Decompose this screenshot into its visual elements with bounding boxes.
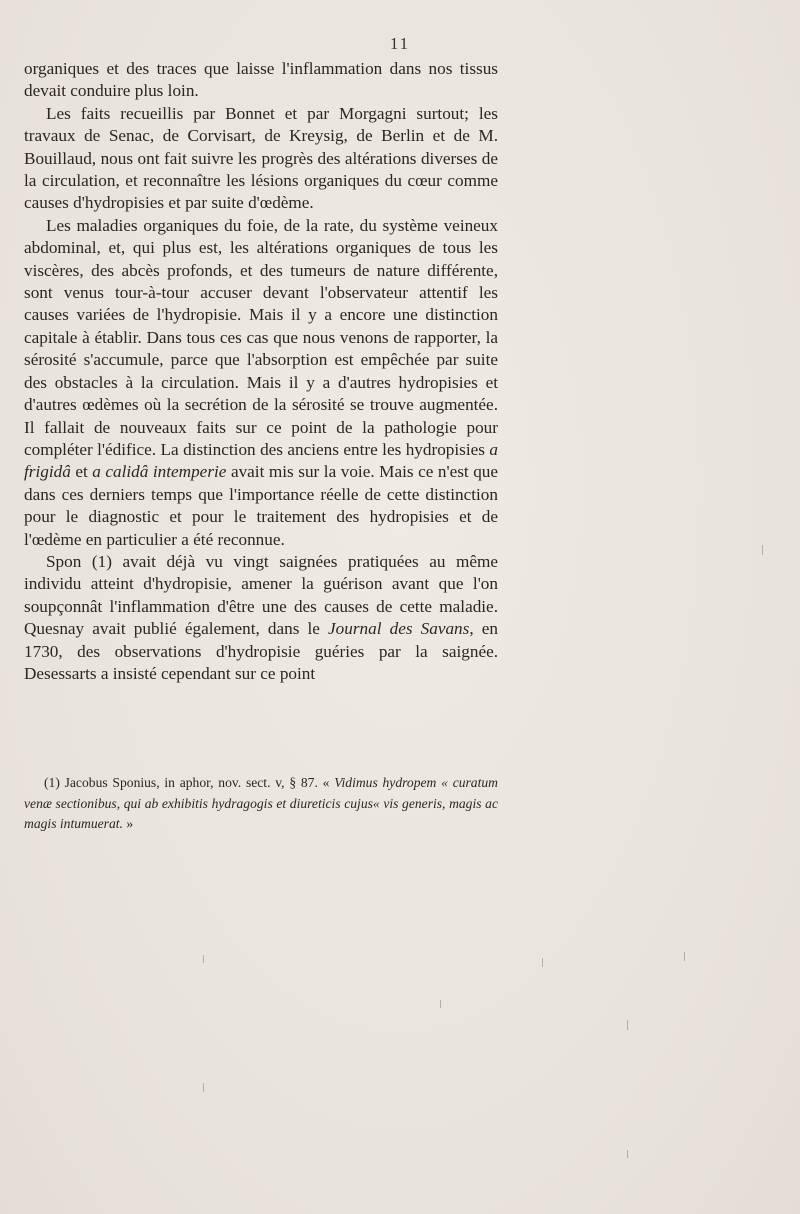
text-run: (1) Jacobus Sponius, in aphor, nov. sect. v, § 87. «: [44, 775, 335, 790]
body-text: [24, 58, 498, 685]
text-run: Les faits recueillis par Bonnet et par Morgagni surtout; les travaux de Senac, de Corvisart, de Kreysig, de Berlin et de M. Bouillaud, nous ont fait suivre les progrès des altérations diverses de la circulation, et reconnaître les lésions organiques du cœur comme causes d'hydropisies et par suite d'œdème.: [24, 103, 498, 213]
text-run: et: [70, 462, 93, 482]
italic-text-run: a frigidâ: [24, 439, 498, 482]
text-run: avait mis sur la voie. Mais ce n'est que dans ces derniers temps que l'importance réelle de cette distinction pour le diagnostic et pour le traitement des hydropisies et de l'œdème en particulier a été reconnue.: [24, 462, 499, 549]
text-run: »: [122, 816, 134, 831]
paragraph: [24, 551, 498, 685]
paragraph: [24, 215, 498, 551]
italic-text-run: a calidâ intemperie: [92, 462, 227, 482]
text-run: , en 1730, des observations d'hydropisie guéries par la saignée. Desessarts a insisté cependant sur ce point: [24, 619, 498, 683]
text-run: Spon (1) avait déjà vu vingt saignées pratiquées au même individu atteint d'hydropisie, amener la guérison avant que l'on soupçonnât l'inflammation d'être une des causes de cette maladie. Quesnay avait publié également, dans le: [24, 551, 498, 639]
footnotes: [24, 773, 498, 835]
paragraph: [24, 58, 498, 103]
italic-text-run: Vidimus hydropem « curatum venæ sectionibus, qui ab exhibitis hydragogis et diureticis cujus« vis generis, magis ac magis intumuerat.: [24, 775, 498, 831]
paragraph: [24, 103, 498, 215]
page-number: 11: [389, 34, 411, 53]
text-run: Les maladies organiques du foie, de la rate, du système veineux abdominal, et, qui plus est, les altérations organiques de tous les viscères, des abcès profonds, et des tumeurs de nature différente, sont venus tour-à-tour accuser devant l'observateur attentif les causes variées de l'hydropisie. Mais il y a encore une distinction capitale à établir. Dans tous ces cas que nous venons de rapporter, la sérosité s'accumule, parce que l'absorption est empêchée par suite des obstacles à la circulation. Mais il y a d'autres hydropisies et d'autres œdèmes où la secrétion de la sérosité se trouve augmentée. Il fallait de nouveaux faits sur ce point de la pathologie pour compléter l'édifice. La distinction des anciens entre les hydropisies: [24, 215, 498, 459]
footnote: [24, 773, 498, 835]
text-run: organiques et des traces que laisse l'inflammation dans nos tissus devait conduire plus loin.: [24, 59, 498, 101]
italic-text-run: Journal des Savans: [328, 619, 470, 639]
